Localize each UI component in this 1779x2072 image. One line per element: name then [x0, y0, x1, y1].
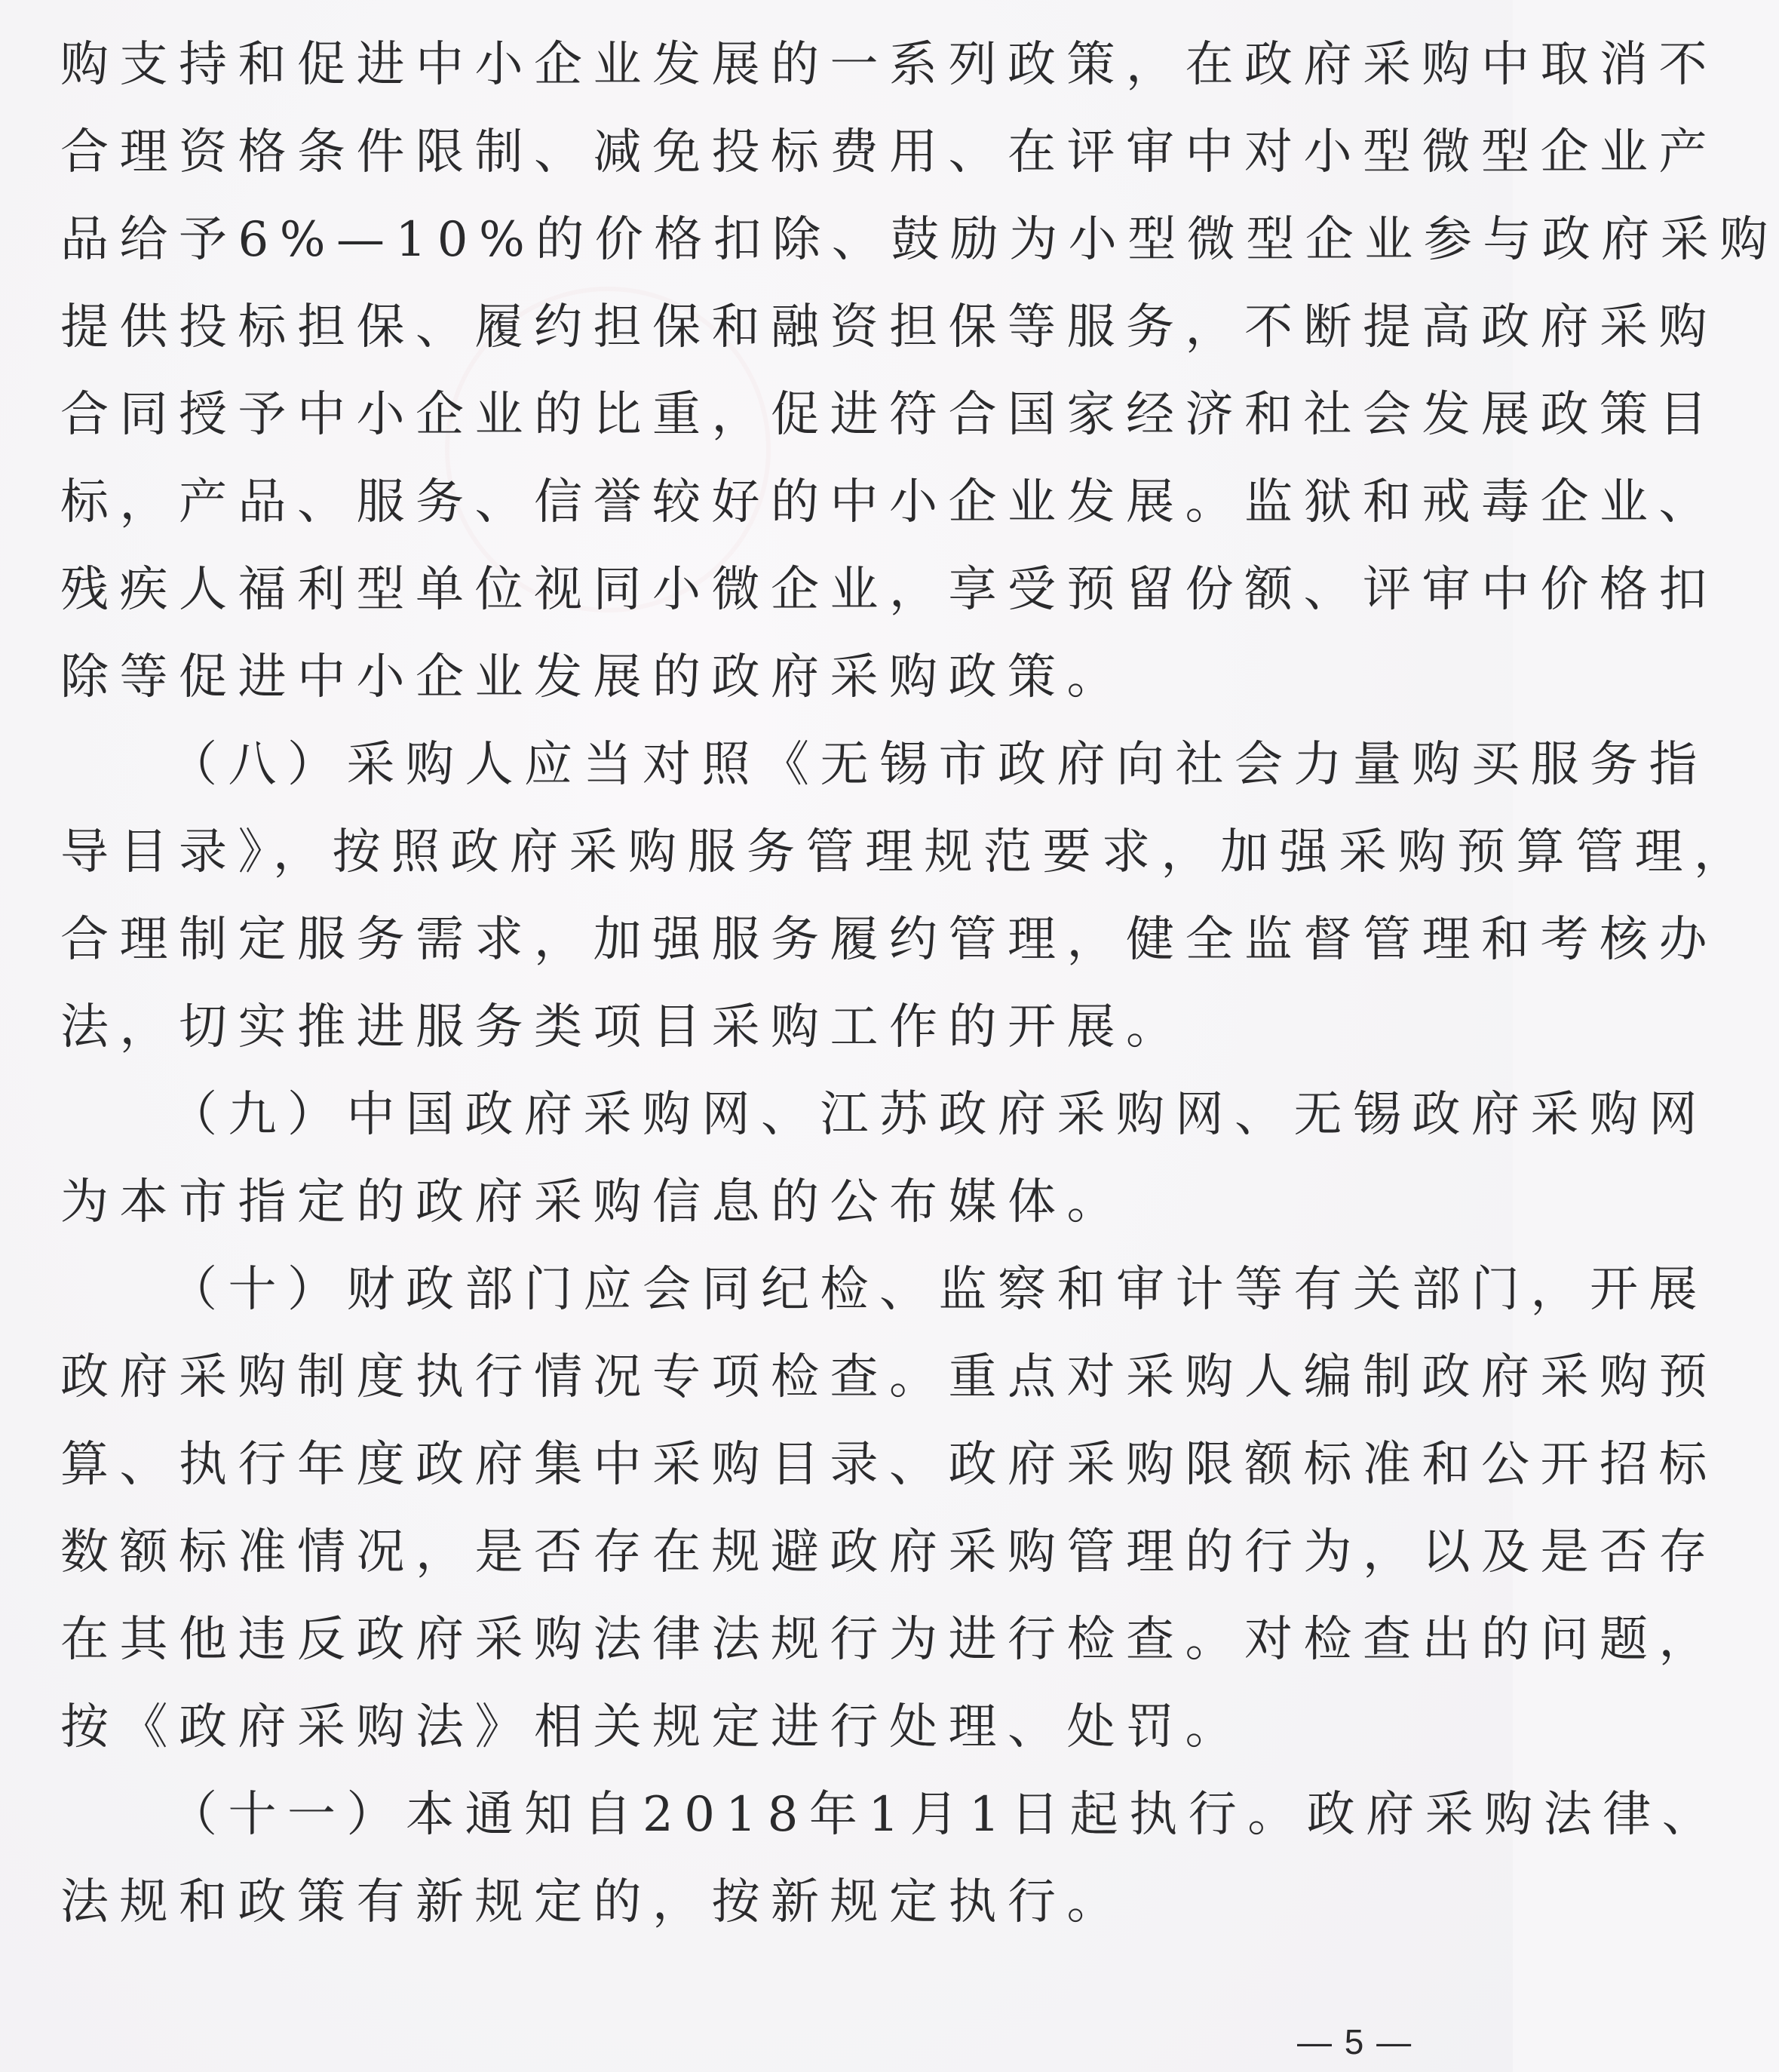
body-line: 品给予6%—10%的价格扣除、鼓励为小型微型企业参与政府采购 — [60, 212, 1779, 268]
body-line: 数额标准情况，是否存在规避政府采购管理的行为，以及是否存 — [60, 1524, 1718, 1580]
document-body — [60, 21, 1779, 1946]
body-line: 按《政府采购法》相关规定进行处理、处罚。 — [60, 1699, 1244, 1755]
body-line: 购支持和促进中小企业发展的一系列政策，在政府采购中取消不 — [60, 37, 1718, 93]
body-line: 提供投标担保、履约担保和融资担保等服务，不断提高政府采购 — [60, 299, 1718, 355]
page-number: — 5 — — [1297, 2022, 1413, 2061]
body-line: 导目录》，按照政府采购服务管理规范要求，加强采购预算管理， — [60, 824, 1753, 880]
body-line: 法，切实推进服务类项目采购工作的开展。 — [60, 999, 1185, 1055]
body-line: 合理制定服务需求，加强服务履约管理，健全监督管理和考核办 — [60, 912, 1718, 968]
body-line: 标，产品、服务、信誉较好的中小企业发展。监狱和戒毒企业、 — [60, 474, 1718, 530]
paragraph-10-start: （十）财政部门应会同纪检、监察和审计等有关部门，开展 — [169, 1262, 1708, 1318]
body-line: 算、执行年度政府集中采购目录、政府采购限额标准和公开招标 — [60, 1437, 1718, 1493]
body-line: 在其他违反政府采购法律法规行为进行检查。对检查出的问题， — [60, 1612, 1718, 1668]
body-line: 合同授予中小企业的比重，促进符合国家经济和社会发展政策目 — [60, 387, 1718, 443]
paragraph-11-start: （十一）本通知自2018年1月1日起执行。政府采购法律、 — [169, 1787, 1722, 1843]
body-line: 为本市指定的政府采购信息的公布媒体。 — [60, 1174, 1126, 1230]
paragraph-8-start: （八）采购人应当对照《无锡市政府向社会力量购买服务指 — [169, 737, 1708, 793]
body-line: 残疾人福利型单位视同小微企业，享受预留份额、评审中价格扣 — [60, 562, 1718, 618]
body-line: 政府采购制度执行情况专项检查。重点对采购人编制政府采购预 — [60, 1349, 1718, 1405]
body-line: 除等促进中小企业发展的政府采购政策。 — [60, 649, 1126, 705]
body-line: 法规和政策有新规定的，按新规定执行。 — [60, 1874, 1126, 1930]
body-line: 合理资格条件限制、减免投标费用、在评审中对小型微型企业产 — [60, 124, 1718, 180]
paragraph-9-start: （九）中国政府采购网、江苏政府采购网、无锡政府采购网 — [169, 1087, 1708, 1143]
